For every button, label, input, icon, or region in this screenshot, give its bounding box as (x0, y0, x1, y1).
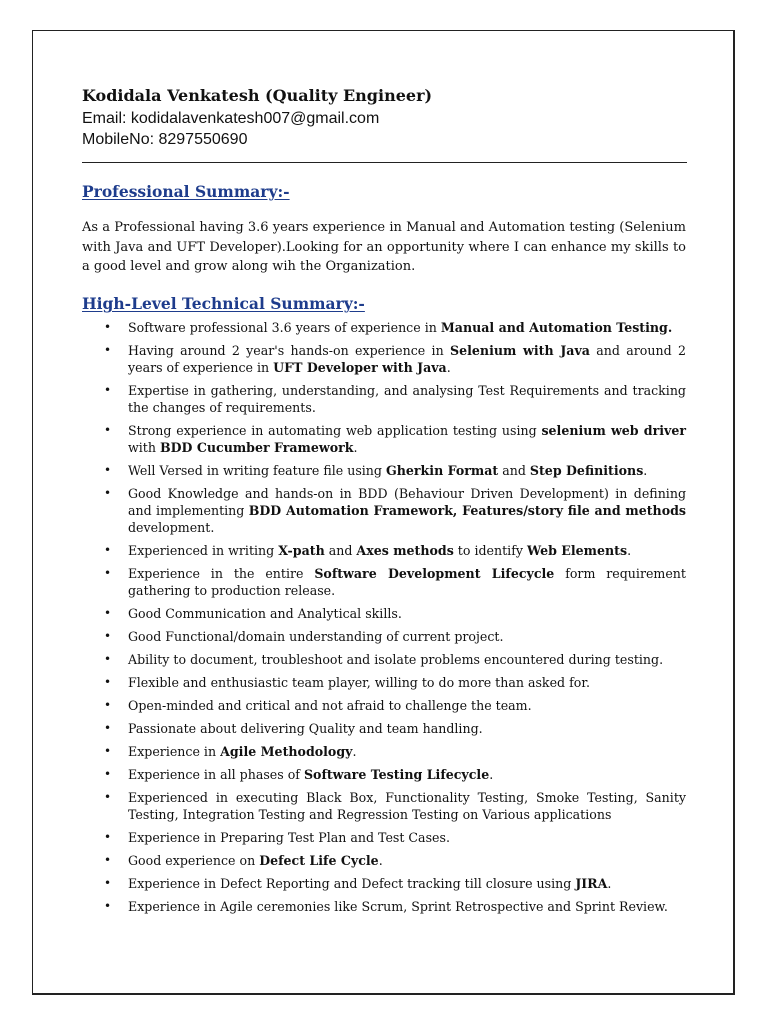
summary-bullet (128, 382, 686, 416)
bullet-text: Good experience on (128, 853, 260, 868)
bullet-bold-text: BDD Automation Framework, Features/story file and methods (248, 503, 686, 518)
technical-summary-heading: High-Level Technical Summary:- (82, 294, 365, 313)
bullet-text: Flexible and enthusiastic team player, willing to do more than asked for. (128, 675, 590, 690)
summary-bullet (128, 319, 686, 336)
summary-bullet (128, 542, 686, 559)
summary-bullet (128, 485, 686, 536)
bullet-text: Good Knowledge and hands-on in BDD (Behaviour Driven Development) in defining and implementing (128, 486, 686, 518)
bullet-text: Experience in Agile ceremonies like Scrum, Sprint Retrospective and Sprint Review. (128, 899, 668, 914)
summary-bullet (128, 789, 686, 823)
bullet-text: Experience in all phases of (128, 767, 304, 782)
summary-bullet (128, 875, 686, 892)
bullet-bold-text: Axes methods (356, 543, 454, 558)
bullet-text: . (607, 876, 612, 891)
summary-bullet (128, 829, 686, 846)
summary-bullet (128, 605, 686, 622)
summary-bullet (128, 852, 686, 869)
bullet-text: Software professional 3.6 years of experience in (128, 320, 441, 335)
bullet-bold-text: JIRA (575, 876, 608, 891)
bullet-text: Open-minded and critical and not afraid to challenge the team. (128, 698, 532, 713)
bullet-text: Experience in the entire (128, 566, 315, 581)
bullet-text: Ability to document, troubleshoot and isolate problems encountered during testing. (128, 652, 664, 667)
summary-bullet (128, 898, 686, 915)
bullet-text: Expertise in gathering, understanding, and analysing Test Requirements and tracking the changes of requirements. (128, 383, 686, 415)
summary-bullet (128, 651, 686, 668)
bullet-bold-text: X-path (278, 543, 325, 558)
bullet-text: Passionate about delivering Quality and team handling. (128, 721, 483, 736)
bullet-text: and (324, 543, 357, 558)
bullet-bold-text: Step Definitions (529, 463, 644, 478)
bullet-bold-text: Gherkin Format (386, 463, 499, 478)
professional-summary-text: As a Professional having 3.6 years experience in Manual and Automation testing (Selenium with Java and UFT Developer).Looking for an opportunity where I can enhance my skills to a good level and grow along wih the Organization. (82, 220, 686, 274)
bullet-text: . (643, 463, 648, 478)
bullet-text: Well Versed in writing feature file using (128, 463, 386, 478)
candidate-name: Kodidala Venkatesh (Quality Engineer) (82, 86, 433, 105)
bullet-text: Strong experience in automating web application testing using (128, 423, 542, 438)
professional-summary-heading: Professional Summary:- (82, 182, 290, 201)
technical-summary-list (128, 319, 686, 921)
bullet-text: . (489, 767, 494, 782)
bullet-text: Good Functional/domain understanding of current project. (128, 629, 504, 644)
summary-bullet (128, 766, 686, 783)
bullet-bold-text: Agile Methodology (220, 744, 353, 759)
summary-bullet (128, 565, 686, 599)
bullet-text: Experience in Defect Reporting and Defect tracking till closure using (128, 876, 576, 891)
bullet-text: Having around 2 year's hands-on experience in (128, 343, 451, 358)
bullet-bold-text: Selenium with Java (450, 343, 590, 358)
bullet-bold-text: Manual and Automation Testing. (440, 320, 673, 335)
bullet-text: . (446, 360, 451, 375)
bullet-text: with (128, 440, 160, 455)
bullet-text: Experienced in writing (128, 543, 279, 558)
summary-bullet (128, 697, 686, 714)
bullet-text: and (498, 463, 530, 478)
mobile-line: MobileNo: 8297550690 (82, 131, 248, 148)
bullet-text: . (353, 440, 358, 455)
bullet-text: development. (128, 520, 215, 535)
bullet-text: . (378, 853, 383, 868)
header-divider (82, 162, 687, 163)
summary-bullet (128, 342, 686, 376)
bullet-bold-text: BDD Cucumber Framework (159, 440, 354, 455)
bullet-bold-text: Defect Life Cycle (259, 853, 379, 868)
bullet-text: Experience in Preparing Test Plan and Test Cases. (128, 830, 450, 845)
bullet-text: Good Communication and Analytical skills. (128, 606, 402, 621)
bullet-text: . (627, 543, 632, 558)
summary-bullet (128, 422, 686, 456)
summary-bullet (128, 743, 686, 760)
bullet-text: . (352, 744, 357, 759)
bullet-text: to identify (453, 543, 527, 558)
summary-bullet (128, 628, 686, 645)
summary-bullet (128, 674, 686, 691)
summary-bullet (128, 720, 686, 737)
bullet-bold-text: selenium web driver (541, 423, 686, 438)
bullet-text: Experience in (128, 744, 221, 759)
bullet-bold-text: UFT Developer with Java (273, 360, 447, 375)
bullet-bold-text: Software Testing Lifecycle (303, 767, 490, 782)
bullet-bold-text: Software Development Lifecycle (314, 566, 555, 581)
bullet-text: and around 2 years of experience in (128, 343, 686, 375)
email-line: Email: kodidalavenkatesh007@gmail.com (82, 110, 380, 127)
summary-bullet (128, 462, 686, 479)
bullet-text: form requirement gathering to production release. (128, 566, 686, 598)
bullet-text: Experienced in executing Black Box, Functionality Testing, Smoke Testing, Sanity Testing, Integration Testing and Regression Testing on Various applications (128, 790, 686, 822)
bullet-bold-text: Web Elements (526, 543, 628, 558)
